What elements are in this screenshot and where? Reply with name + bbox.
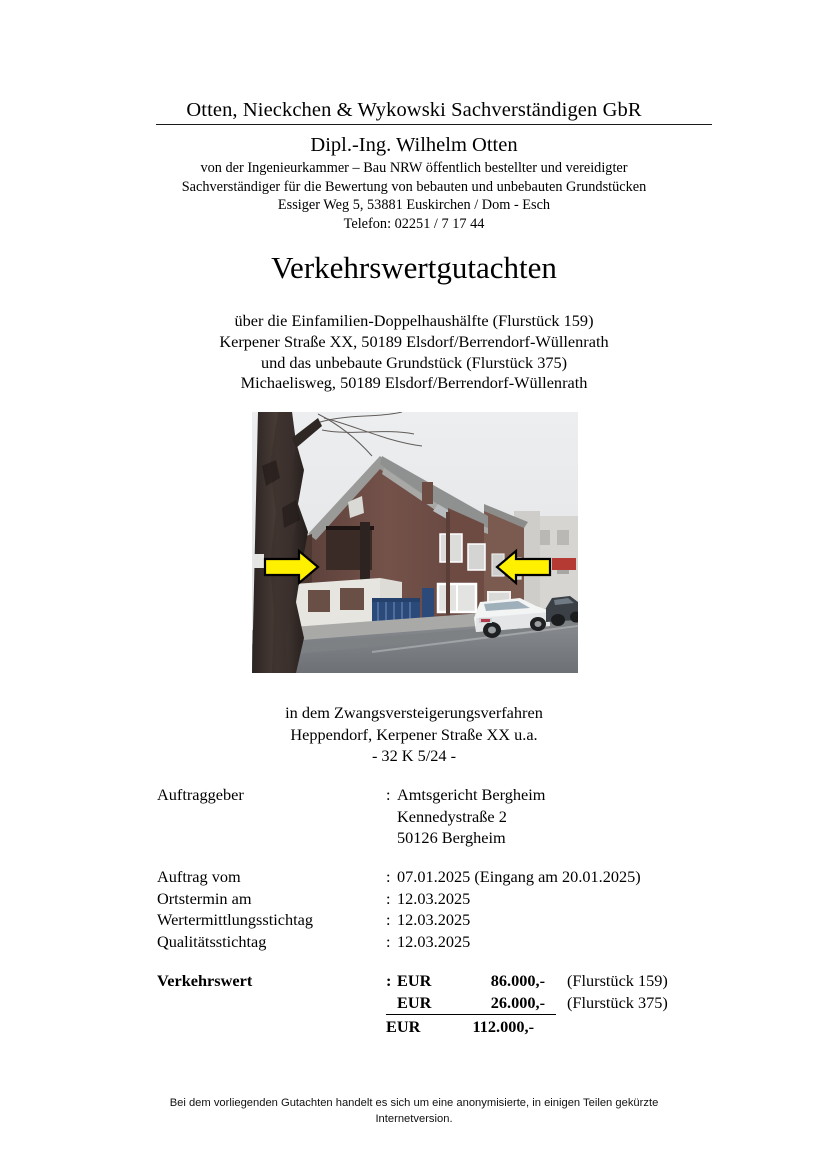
property-photo — [252, 412, 578, 673]
subtitle-line-2: Kerpener Straße XX, 50189 Elsdorf/Berrendorf-Wüllenrath — [219, 331, 609, 351]
field-separator: : — [386, 910, 391, 929]
header-divider — [156, 124, 712, 125]
valuation-block — [157, 970, 757, 1037]
field-row-order-date — [157, 866, 717, 888]
field-separator: : — [386, 888, 391, 908]
case-number: - 32 K 5/24 - — [371, 746, 457, 765]
subtitle-line-1: über die Einfamilien-Doppelhaushälfte (Flurstück 159) — [234, 311, 594, 330]
valuation-row-total — [386, 1014, 556, 1038]
page-title: Verkehrswertgutachten — [271, 250, 557, 285]
credentials-block — [0, 159, 828, 233]
valuation-note-2: (Flurstück 375) — [567, 992, 668, 1012]
valuation-currency-total: EUR — [386, 1016, 421, 1036]
field-row-valuation-date — [157, 909, 717, 931]
engineer-name: Dipl.-Ing. Wilhelm Otten — [310, 134, 518, 156]
field-row-client-street — [157, 806, 717, 828]
valuation-row-2 — [157, 992, 757, 1014]
firm-name: Otten, Nieckchen & Wykowski Sachverständigen GbR — [186, 99, 642, 121]
footer-note — [0, 1095, 828, 1127]
valuation-currency-2: EUR — [397, 992, 432, 1012]
valuation-separator: : — [386, 971, 392, 990]
valuation-amount-total: 112.000,- — [472, 1016, 534, 1036]
field-label-valuation-date: Wertermittlungsstichtag — [157, 910, 314, 929]
subtitle-block — [0, 311, 828, 394]
field-value-order-date: 07.01.2025 (Eingang am 20.01.2025) — [397, 867, 641, 886]
subtitle-line-3: und das unbebaute Grundstück (Flurstück 375) — [260, 352, 568, 372]
field-row-client — [157, 784, 717, 806]
property-photo-illustration — [252, 412, 578, 673]
credentials-line-1: von der Ingenieurkammer – Bau NRW öffentlich bestellter und vereidigter — [200, 160, 628, 176]
field-value-valuation-date: 12.03.2025 — [397, 910, 471, 929]
case-line-1: in dem Zwangsversteigerungsverfahren — [285, 703, 543, 722]
client-fields — [157, 784, 717, 849]
field-row-site-visit — [157, 888, 717, 910]
case-block — [0, 702, 828, 767]
case-line-2: Heppendorf, Kerpener Straße XX u.a. — [290, 724, 538, 744]
credentials-line-2: Sachverständiger für die Bewertung von bebauten und unbebauten Grundstücken — [181, 178, 647, 195]
valuation-label: Verkehrswert — [157, 971, 253, 990]
date-fields — [157, 866, 717, 952]
valuation-currency-1: EUR — [397, 971, 432, 990]
field-separator: : — [386, 867, 391, 886]
footer-line-2: Internetversion. — [375, 1113, 453, 1125]
field-value-client-city: 50126 Bergheim — [397, 828, 506, 847]
credentials-line-4: Telefon: 02251 / 7 17 44 — [343, 215, 485, 232]
valuation-amount-2: 26.000,- — [490, 992, 545, 1012]
valuation-row-1 — [157, 970, 757, 992]
field-separator: : — [386, 785, 391, 804]
valuation-note-1: (Flurstück 159) — [567, 971, 668, 990]
field-row-quality-date — [157, 931, 717, 953]
field-label-order-date: Auftrag vom — [157, 867, 241, 886]
field-label-quality-date: Qualitätsstichtag — [157, 931, 267, 951]
footer-line-1: Bei dem vorliegenden Gutachten handelt es sich um eine anonymisierte, in einigen Teilen gekürzte — [169, 1097, 659, 1109]
field-value-site-visit: 12.03.2025 — [397, 888, 471, 908]
field-separator: : — [386, 931, 391, 951]
valuation-amount-1: 86.000,- — [490, 971, 545, 990]
field-value-client-street: Kennedystraße 2 — [397, 806, 507, 826]
field-label-client: Auftraggeber — [157, 785, 244, 804]
field-value-quality-date: 12.03.2025 — [397, 931, 471, 951]
subtitle-line-4: Michaelisweg, 50189 Elsdorf/Berrendorf-Wüllenrath — [240, 373, 588, 393]
dark-cars — [546, 596, 578, 626]
field-row-client-city — [157, 827, 717, 849]
field-label-site-visit: Ortstermin am — [157, 888, 252, 908]
credentials-line-3: Essiger Weg 5, 53881 Euskirchen / Dom - Esch — [277, 197, 551, 214]
field-value-client-name: Amtsgericht Bergheim — [397, 785, 546, 804]
